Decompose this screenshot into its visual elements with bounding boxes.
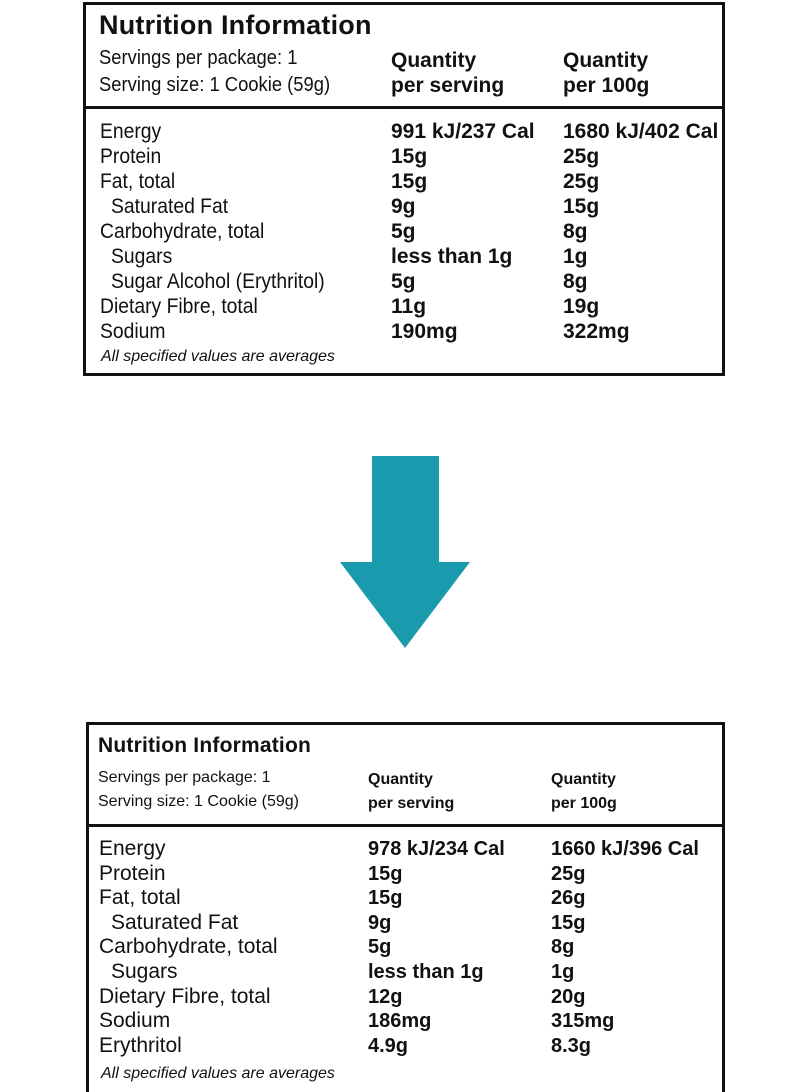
table-row — [86, 169, 722, 194]
table-row — [86, 319, 722, 344]
servings-per-package: Servings per package: 1 — [98, 769, 271, 786]
nutrient-name: Saturated Fat — [111, 910, 239, 934]
nutrient-name: Sodium — [99, 1009, 171, 1033]
per-100g-value: 1680 kJ/402 Cal — [563, 120, 719, 143]
table-row — [86, 269, 722, 294]
panel-title: Nutrition Information — [99, 10, 372, 40]
nutrient-name: Sugar Alcohol (Erythritol) — [111, 270, 325, 293]
nutrient-name: Dietary Fibre, total — [99, 984, 271, 1008]
per-serving-value: 15g — [368, 887, 403, 910]
col-per-100g-line1: Quantity — [563, 49, 649, 72]
nutrient-name: Sugars — [111, 960, 178, 983]
col-per-100g-line2: per 100g — [563, 74, 650, 97]
per-serving-value: 991 kJ/237 Cal — [391, 120, 535, 143]
table-row — [86, 119, 722, 144]
col-per-serving-line1: Quantity — [368, 771, 433, 788]
nutrient-name: Saturated Fat — [111, 195, 229, 218]
per-100g-value: 8.3g — [551, 1034, 592, 1057]
serving-size: Serving size: 1 Cookie (59g) — [98, 793, 299, 810]
col-per-serving-line2: per serving — [391, 74, 505, 97]
nutrient-name: Energy — [99, 837, 166, 860]
per-100g-value: 26g — [551, 887, 586, 910]
table-row — [89, 935, 722, 960]
per-100g-value: 20g — [551, 985, 586, 1008]
table-row — [89, 1009, 722, 1034]
nutrient-name: Fat, total — [99, 886, 181, 910]
table-row — [86, 219, 722, 244]
per-serving-value: 5g — [391, 270, 416, 293]
header-divider — [86, 106, 722, 109]
per-serving-value: 978 kJ/234 Cal — [368, 838, 505, 860]
per-serving-value: 9g — [391, 195, 416, 218]
table-row — [89, 1034, 722, 1059]
per-serving-value: 11g — [391, 295, 427, 318]
per-serving-value: 190mg — [391, 320, 458, 343]
col-per-serving-line2: per serving — [368, 795, 455, 812]
col-per-100g-line1: Quantity — [551, 771, 616, 788]
nutrient-name: Sodium — [100, 320, 166, 343]
per-100g-value: 1g — [551, 961, 575, 983]
nutrient-name: Protein — [100, 145, 162, 168]
servings-per-package: Servings per package: 1 — [99, 47, 298, 69]
table-row — [86, 294, 722, 319]
per-100g-value: 15g — [551, 911, 586, 934]
per-serving-value: 15g — [368, 862, 403, 885]
per-serving-value: 5g — [368, 936, 392, 959]
per-serving-value: 5g — [391, 220, 416, 243]
nutrient-name: Carbohydrate, total — [100, 220, 265, 243]
per-100g-value: 25g — [563, 170, 600, 193]
table-row — [89, 911, 722, 936]
per-100g-value: 25g — [551, 862, 586, 885]
footnote: All specified values are averages — [101, 1065, 335, 1082]
per-100g-value: 25g — [563, 145, 600, 168]
per-serving-value: less than 1g — [391, 245, 513, 268]
panel-title: Nutrition Information — [98, 734, 312, 757]
table-row — [86, 244, 722, 269]
header-divider — [89, 824, 722, 827]
table-row — [89, 886, 722, 911]
nutrient-name: Dietary Fibre, total — [100, 295, 258, 318]
nutrient-name: Carbohydrate, total — [99, 935, 278, 959]
table-row — [86, 194, 722, 219]
per-serving-value: 4.9g — [368, 1034, 409, 1057]
per-serving-value: 15g — [391, 145, 428, 168]
col-per-100g-line2: per 100g — [551, 795, 617, 812]
nutrient-name: Energy — [100, 120, 162, 143]
per-100g-value: 19g — [563, 295, 600, 318]
down-arrow-icon — [340, 456, 470, 648]
per-serving-value: less than 1g — [368, 961, 484, 983]
per-serving-value: 15g — [391, 170, 428, 193]
per-100g-value: 322mg — [563, 320, 630, 343]
serving-size: Serving size: 1 Cookie (59g) — [99, 74, 331, 96]
per-serving-value: 186mg — [368, 1010, 432, 1033]
per-100g-value: 315mg — [551, 1010, 615, 1033]
per-100g-value: 15g — [563, 195, 600, 218]
nutrition-panel-before — [83, 2, 725, 376]
table-row — [89, 985, 722, 1010]
table-row — [86, 144, 722, 169]
nutrient-name: Erythritol — [99, 1033, 182, 1057]
per-100g-value: 8g — [563, 270, 588, 293]
table-row — [89, 960, 722, 985]
per-100g-value: 1g — [563, 245, 588, 268]
nutrient-name: Sugars — [111, 245, 173, 268]
per-serving-value: 12g — [368, 985, 403, 1008]
col-per-serving-line1: Quantity — [391, 49, 477, 72]
nutrient-name: Fat, total — [100, 170, 176, 193]
nutrient-name: Protein — [99, 861, 166, 885]
nutrition-panel-after — [86, 722, 725, 1092]
table-row — [89, 862, 722, 887]
per-100g-value: 1660 kJ/396 Cal — [551, 838, 699, 860]
per-100g-value: 8g — [563, 220, 588, 243]
per-100g-value: 8g — [551, 936, 575, 959]
footnote: All specified values are averages — [101, 348, 335, 365]
per-serving-value: 9g — [368, 911, 392, 934]
table-row — [89, 837, 722, 862]
